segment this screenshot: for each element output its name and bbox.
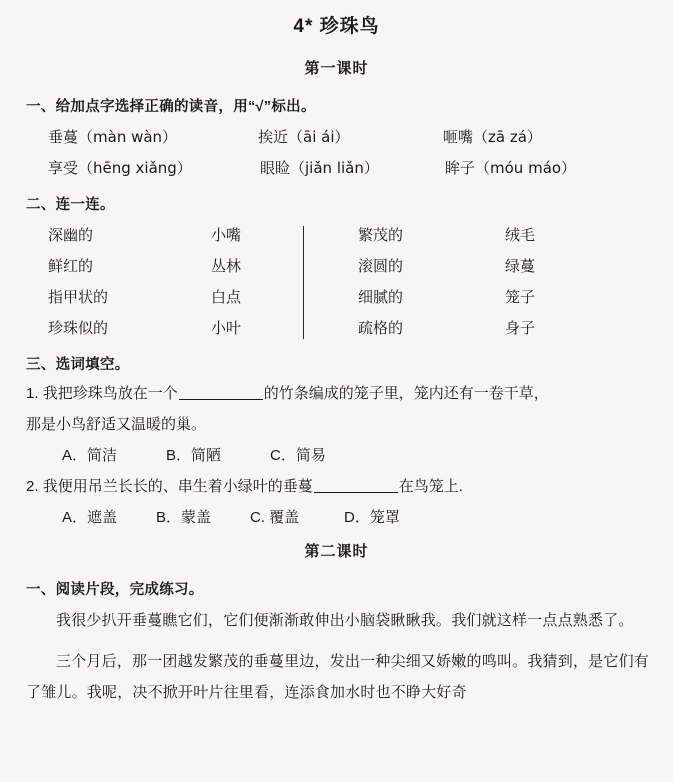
section-title-pinyin: 一、给加点字选择正确的读音，用“√”标出。 [26,99,316,115]
match-right-b[interactable]: 身子 [505,320,536,337]
pinyin-item[interactable] [445,153,576,184]
question-2-options [22,502,651,533]
pinyin-word: 挨近 [258,129,289,146]
page-title: 4* 珍珠鸟 [293,16,380,37]
match-right-a[interactable]: 滚圆的 [358,258,404,275]
question-2-text-after: 在鸟笼上. [398,478,463,495]
option-c[interactable]: C. 覆盖 [250,509,300,526]
question-1-number: 1. [26,385,39,402]
section-title-fill-blank: 三、选词填空。 [26,357,130,373]
option-c[interactable]: C．简易 [270,447,326,464]
match-left-b[interactable]: 小叶 [211,320,242,337]
question-1-text-after: 的竹条编成的笼子里，笼内还有一卷干草， [263,385,549,402]
match-left-a[interactable]: 深幽的 [48,227,94,244]
passage-paragraph-1: 我很少扒开垂蔓瞧它们，它们便渐渐敢伸出小脑袋瞅瞅我。我们就这样一点点熟悉了。 [56,613,634,629]
pinyin-readings: （móu máo） [475,159,577,177]
pinyin-readings: （jiǎn liǎn） [290,159,379,177]
lesson-heading-1: 第一课时 [304,60,369,77]
passage-paragraph-2: 三个月后，那一团越发繁茂的垂蔓里边，发出一种尖细又娇嫩的鸣叫。我猜到，是它们有了雏儿。我呢，决不掀开叶片往里看，连添食加水时也不睁大好奇 [26,654,649,701]
question-2-blank[interactable] [314,492,398,493]
match-right-b[interactable]: 绒毛 [505,227,536,244]
section-title-matching: 二、连一连。 [26,197,115,213]
option-b[interactable]: B．蒙盖 [156,509,212,526]
pinyin-word: 垂蔓 [48,129,79,146]
match-right-b[interactable]: 笼子 [505,289,536,306]
question-1-line-2: 那是小鸟舒适又温暖的巢。 [26,416,207,433]
match-left-b[interactable]: 丛林 [211,258,242,275]
pinyin-item[interactable] [260,153,445,184]
match-left-b[interactable]: 白点 [211,289,242,306]
match-right-a[interactable]: 繁茂的 [358,227,404,244]
fill-blank-question-1 [22,378,651,471]
match-left-b[interactable]: 小嘴 [211,227,242,244]
pinyin-item[interactable] [48,153,260,184]
match-right-a[interactable]: 疏格的 [358,320,404,337]
pinyin-readings: （zā zá） [473,128,542,146]
pinyin-row [22,122,651,153]
section-title-reading: 一、阅读片段，完成练习。 [26,582,204,598]
question-1-blank[interactable] [179,399,263,400]
pinyin-word: 眼睑 [260,160,291,177]
matching-exercise [22,220,651,344]
pinyin-readings: （hēng xiǎng） [78,159,192,177]
fill-blank-question-2 [22,471,651,533]
pinyin-word: 享受 [48,160,79,177]
pinyin-readings: （màn wàn） [78,128,178,146]
option-a[interactable]: A．简洁 [62,447,118,464]
question-1-line-1 [22,378,651,409]
pinyin-readings: （āi ái） [288,128,350,146]
pinyin-word: 眸子 [445,160,476,177]
pinyin-item[interactable] [443,122,542,153]
lesson-heading-2: 第二课时 [304,543,369,560]
match-left-a[interactable]: 珍珠似的 [48,320,109,337]
pinyin-item[interactable] [258,122,443,153]
question-2-number: 2. [26,478,39,495]
question-2-line-1 [22,471,651,502]
pinyin-exercise [22,122,651,184]
question-1-text-before: 我把珍珠鸟放在一个 [42,385,178,402]
matching-divider [303,226,304,339]
pinyin-row [22,153,651,184]
pinyin-item[interactable] [48,122,258,153]
option-a[interactable]: A．遮盖 [62,509,118,526]
worksheet-page [0,14,673,782]
option-d[interactable]: D．笼罩 [344,509,400,526]
match-left-a[interactable]: 指甲状的 [48,289,109,306]
match-right-b[interactable]: 绿蔓 [505,258,536,275]
match-left-a[interactable]: 鲜红的 [48,258,94,275]
question-2-text-before: 我便用吊兰长长的、串生着小绿叶的垂蔓 [42,478,313,495]
match-right-a[interactable]: 细腻的 [358,289,404,306]
question-1-options [22,440,651,471]
pinyin-word: 咂嘴 [443,129,474,146]
option-b[interactable]: B．简陋 [166,447,222,464]
